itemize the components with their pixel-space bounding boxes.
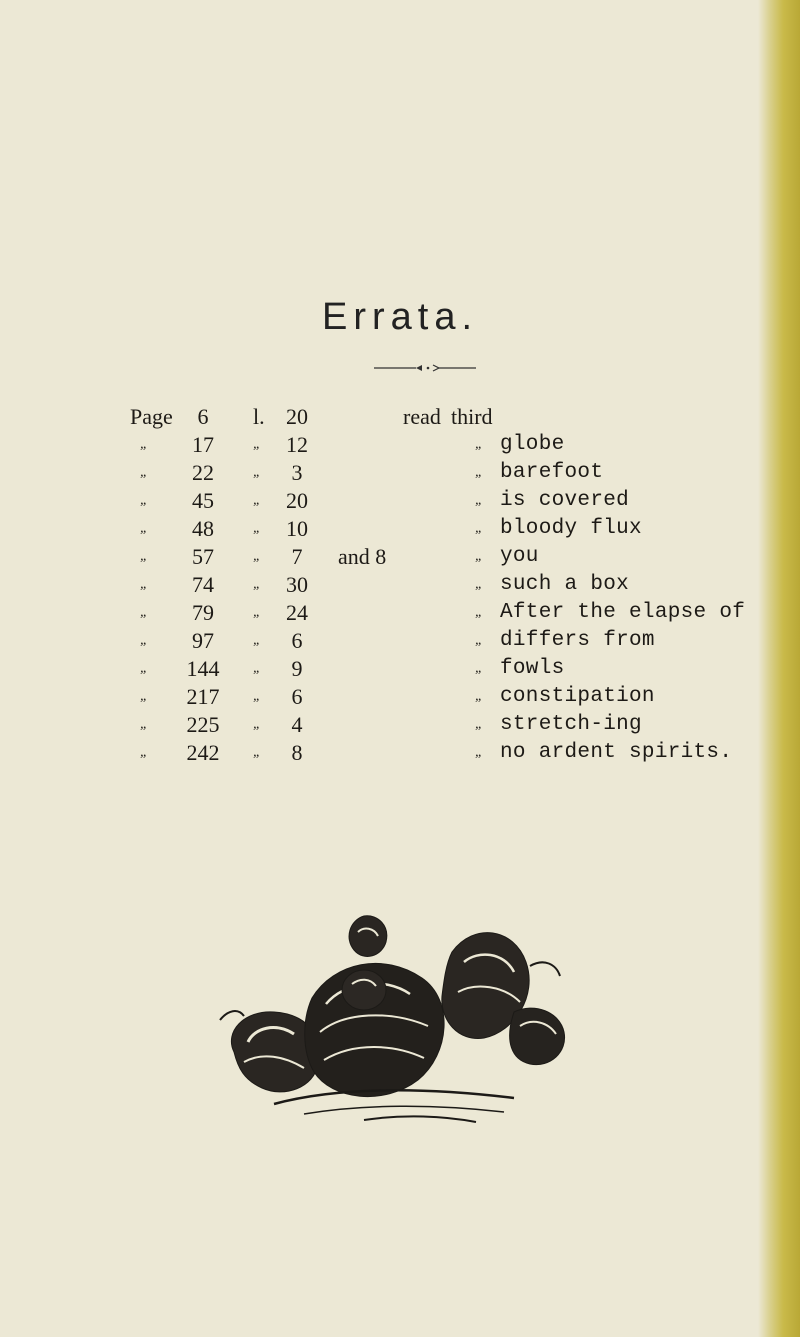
- ditto-mark: „: [140, 521, 148, 536]
- correction-text: is covered: [500, 489, 630, 512]
- page-number: 57: [192, 544, 214, 569]
- line-number: 12: [286, 432, 308, 457]
- line-number: 10: [286, 516, 308, 541]
- ditto-mark: „: [253, 577, 261, 592]
- page-edge: [758, 0, 800, 1337]
- ditto-mark: „: [140, 717, 148, 732]
- errata-row: [0, 683, 760, 711]
- ditto-mark: „: [140, 661, 148, 676]
- correction-text: you: [500, 545, 539, 568]
- page-number: 6: [197, 404, 209, 429]
- line-number: 24: [286, 600, 308, 625]
- ditto-mark: „: [140, 465, 148, 480]
- correction-text: bloody flux: [500, 517, 642, 540]
- line-number: 7: [291, 544, 303, 569]
- and-line-extra: and 8: [338, 544, 387, 569]
- line-number: 30: [286, 572, 308, 597]
- ditto-mark: „: [253, 633, 261, 648]
- line-number: 3: [291, 460, 303, 485]
- ditto-mark: „: [253, 549, 261, 564]
- line-number: 6: [291, 628, 303, 653]
- ditto-mark: „: [140, 493, 148, 508]
- errata-row: [0, 459, 760, 487]
- errata-row: [0, 515, 760, 543]
- page-number: 79: [192, 600, 214, 625]
- line-number: 6: [291, 684, 303, 709]
- correction-text: After the elapse of: [500, 601, 746, 624]
- line-number: 20: [286, 404, 308, 429]
- page-number: 97: [192, 628, 214, 653]
- ditto-mark: „: [475, 661, 483, 676]
- read-label: read: [403, 404, 441, 429]
- ditto-mark: „: [253, 661, 261, 676]
- page-number: 225: [186, 712, 220, 737]
- page-number: 242: [186, 740, 220, 765]
- ditto-mark: „: [253, 437, 261, 452]
- ornamental-rule: [370, 363, 480, 373]
- page-label: Page: [130, 404, 173, 429]
- page-number: 144: [186, 656, 220, 681]
- correction-text: barefoot: [500, 461, 604, 484]
- page-number: 17: [192, 432, 214, 457]
- errata-row: [0, 655, 760, 683]
- errata-row: [0, 543, 760, 571]
- ditto-mark: „: [253, 605, 261, 620]
- line-number: 4: [291, 712, 303, 737]
- ditto-mark: „: [475, 745, 483, 760]
- ditto-mark: „: [140, 605, 148, 620]
- errata-row: [0, 487, 760, 515]
- page-number: 217: [186, 684, 220, 709]
- errata-row: [0, 403, 760, 431]
- ditto-mark: „: [253, 493, 261, 508]
- ditto-mark: „: [475, 605, 483, 620]
- ditto-mark: „: [140, 689, 148, 704]
- ditto-mark: „: [140, 577, 148, 592]
- ditto-mark: „: [140, 633, 148, 648]
- ditto-mark: „: [475, 689, 483, 704]
- errata-row: [0, 599, 760, 627]
- correction-text: stretch-ing: [500, 713, 642, 736]
- line-number: 20: [286, 488, 308, 513]
- ditto-mark: „: [475, 493, 483, 508]
- page-number: 22: [192, 460, 214, 485]
- ditto-mark: „: [475, 437, 483, 452]
- page-number: 45: [192, 488, 214, 513]
- ditto-mark: „: [475, 465, 483, 480]
- line-label: l.: [253, 404, 265, 429]
- correction-text: such a box: [500, 573, 630, 596]
- ditto-mark: „: [253, 745, 261, 760]
- correction-text: third: [451, 404, 493, 429]
- cherub-vignette: [214, 892, 570, 1132]
- page-number: 74: [192, 572, 214, 597]
- correction-text: constipation: [500, 685, 655, 708]
- ditto-mark: „: [475, 521, 483, 536]
- errata-title: Errata.: [321, 296, 479, 338]
- errata-row: [0, 627, 760, 655]
- errata-row: [0, 711, 760, 739]
- ditto-mark: „: [475, 717, 483, 732]
- line-number: 9: [291, 656, 303, 681]
- ditto-mark: „: [140, 437, 148, 452]
- errata-row: [0, 739, 760, 767]
- correction-text: globe: [500, 433, 565, 456]
- ditto-mark: „: [475, 577, 483, 592]
- errata-row: [0, 571, 760, 599]
- ditto-mark: „: [253, 717, 261, 732]
- ditto-mark: „: [475, 549, 483, 564]
- page-number: 48: [192, 516, 214, 541]
- correction-text: no ardent spirits.: [500, 741, 733, 764]
- ditto-mark: „: [475, 633, 483, 648]
- ditto-mark: „: [253, 521, 261, 536]
- errata-row: [0, 431, 760, 459]
- ditto-mark: „: [140, 745, 148, 760]
- ditto-mark: „: [253, 465, 261, 480]
- ditto-mark: „: [253, 689, 261, 704]
- correction-text: differs from: [500, 629, 655, 652]
- line-number: 8: [291, 740, 303, 765]
- correction-text: fowls: [500, 657, 565, 680]
- ditto-mark: „: [140, 549, 148, 564]
